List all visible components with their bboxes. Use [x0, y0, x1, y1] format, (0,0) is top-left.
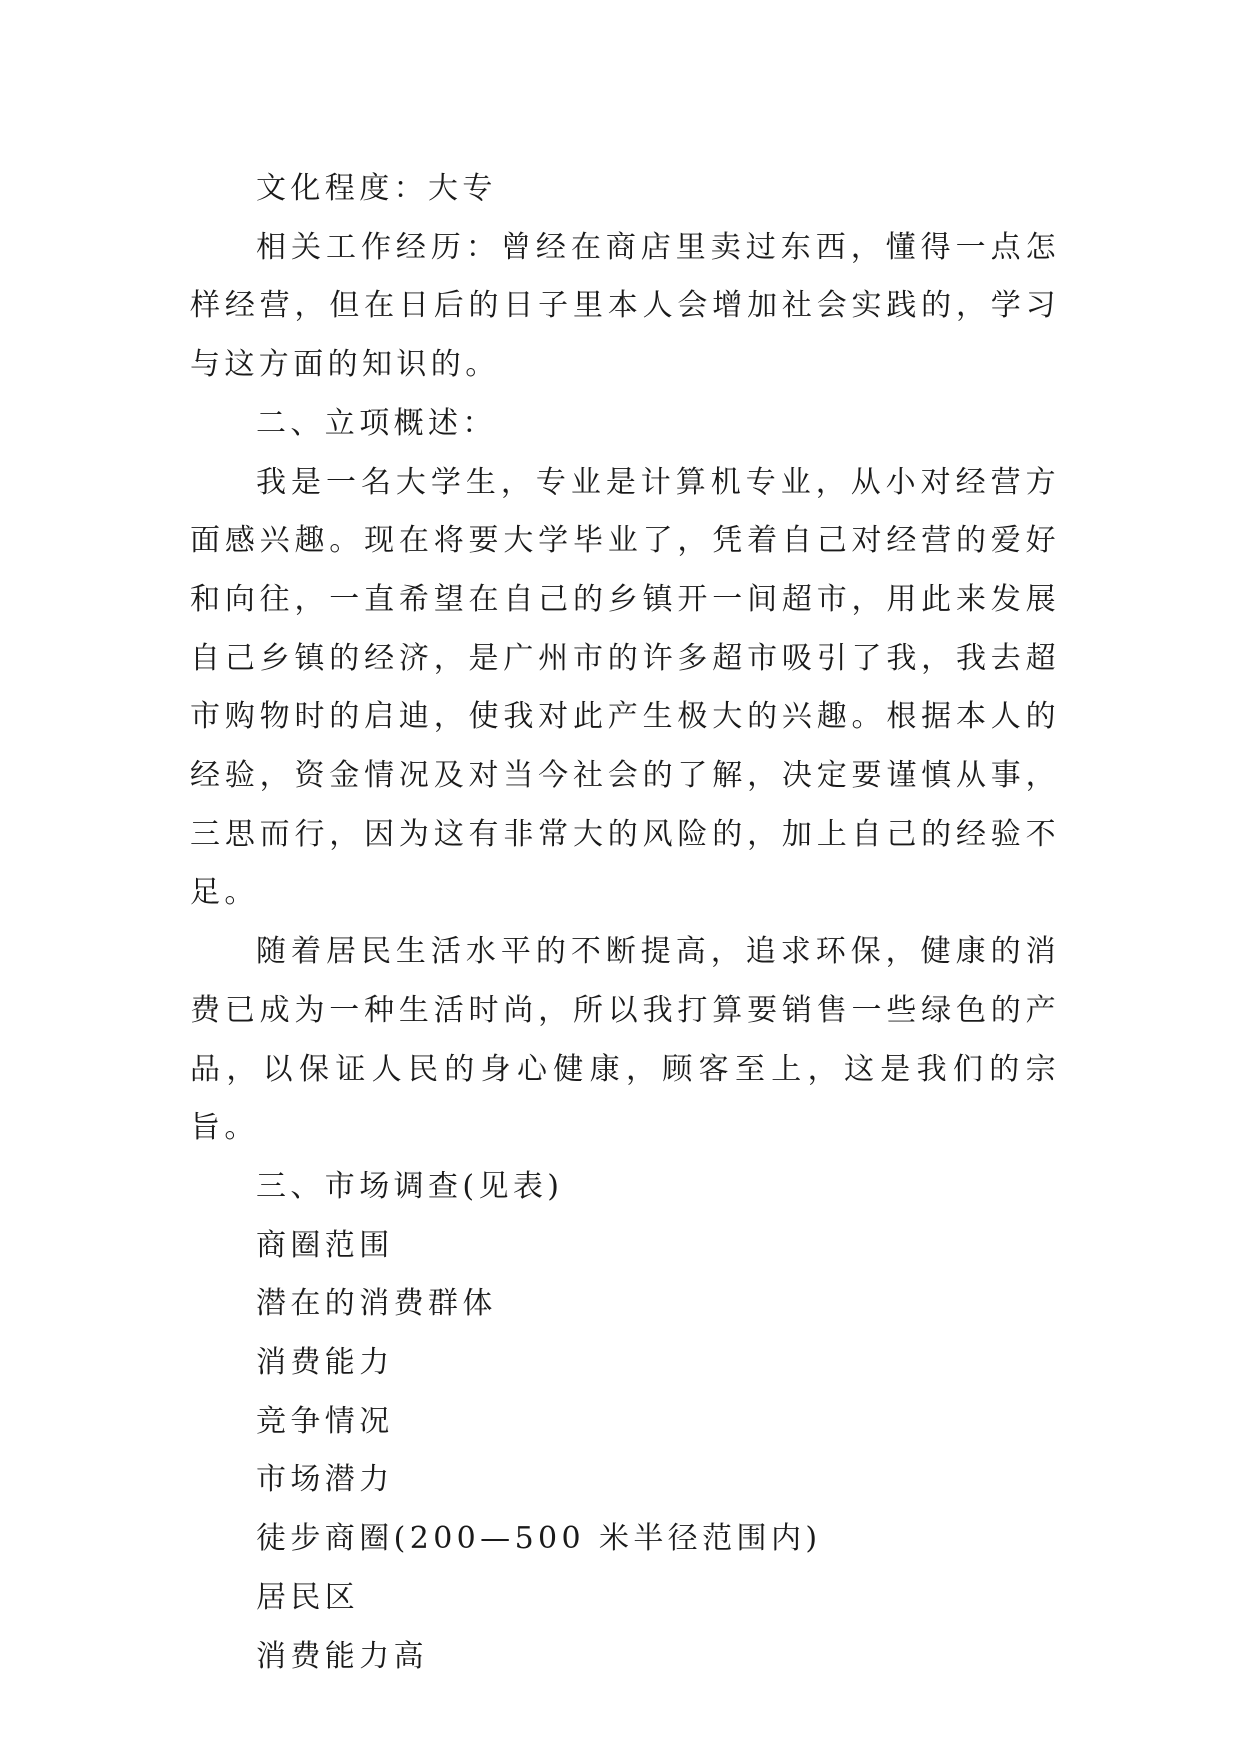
- paragraph-work-experience: 相关工作经历：曾经在商店里卖过东西，懂得一点怎样经营，但在日后的日子里本人会增加社会实践的，学习与这方面的知识的。: [190, 229, 1060, 383]
- paragraph-education: 文化程度：大专: [256, 171, 497, 206]
- list-item: 商圈范围: [256, 1227, 394, 1263]
- list-item: 潜在的消费群体: [256, 1286, 497, 1322]
- list-item: 市场潜力: [256, 1462, 394, 1498]
- list-item: 居民区: [256, 1579, 360, 1615]
- paragraph-green-products: 随着居民生活水平的不断提高，追求环保，健康的消费已成为一种生活时尚，所以我打算要销售一些绿色的产品，以保证人民的身心健康，顾客至上，这是我们的宗旨。: [190, 934, 1060, 1146]
- list-item: 徒步商圈(200—500 米半径范围内): [256, 1521, 822, 1557]
- list-item: 消费能力: [256, 1345, 394, 1381]
- section-heading-market-survey: 三、市场调查(见表): [256, 1168, 564, 1204]
- document-body: [190, 160, 1060, 1686]
- list-item: 竞争情况: [256, 1403, 394, 1439]
- paragraph-project-overview: 我是一名大学生，专业是计算机专业，从小对经营方面感兴趣。现在将要大学毕业了，凭着自己对经营的爱好和向往，一直希望在自己的乡镇开一间超市，用此来发展自己乡镇的经济，是广州市的许多超市吸引了我，我去超市购物时的启迪，使我对此产生极大的兴趣。根据本人的经验，资金情况及对当今社会的了解，决定要谨慎从事，三思而行，因为这有非常大的风险的，加上自己的经验不足。: [190, 464, 1060, 911]
- list-item: 消费能力高: [256, 1638, 428, 1674]
- section-heading-project-overview: 二、立项概述：: [256, 405, 497, 441]
